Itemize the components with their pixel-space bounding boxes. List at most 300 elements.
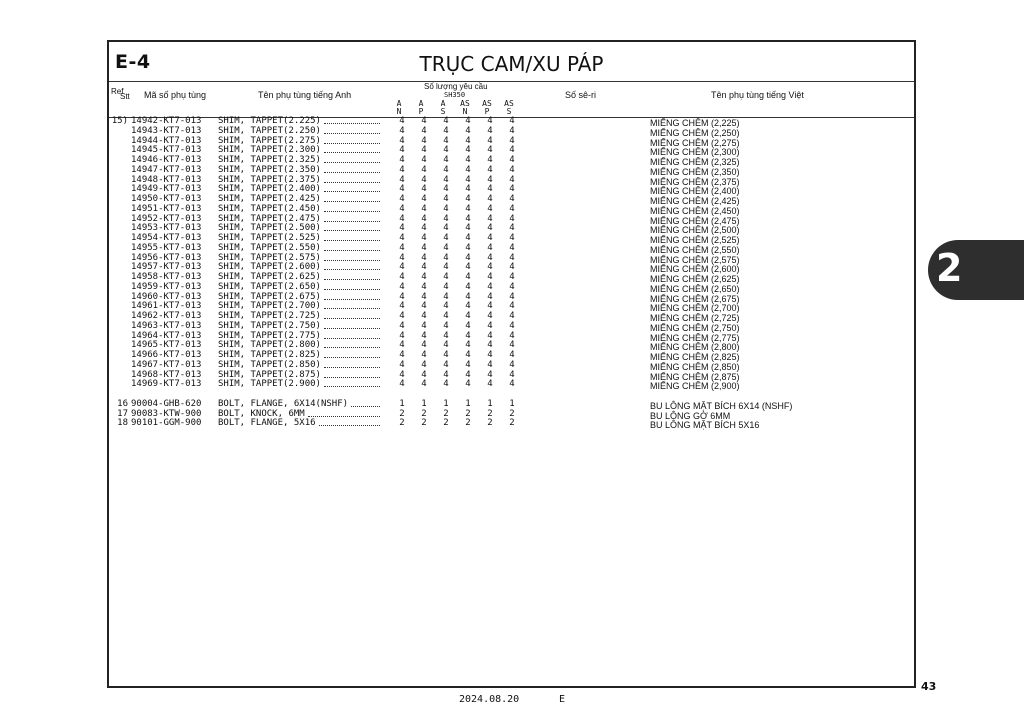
quantity: 4 (487, 369, 493, 380)
quantity: 4 (399, 116, 405, 126)
quantity: 4 (465, 272, 471, 282)
part-number: 14956-KT7-013 (131, 252, 202, 263)
leader-dots (308, 416, 380, 417)
footer-edition: E (559, 694, 566, 705)
quantity: 4 (399, 262, 405, 273)
quantity: 4 (421, 330, 427, 341)
quantity: 4 (399, 320, 405, 331)
table-row (108, 419, 528, 429)
quantity: 4 (465, 233, 471, 243)
leader-dots (319, 425, 380, 426)
quantity: 4 (465, 135, 471, 146)
qty-type-top: A (418, 99, 424, 108)
part-number: 14945-KT7-013 (131, 145, 202, 156)
quantity: 4 (443, 281, 449, 292)
quantity: 4 (399, 213, 405, 224)
ref-number: 17 (117, 408, 128, 419)
quantity: 1 (465, 398, 471, 409)
part-name-vi: MIẾNG CHÊM (2,600) (650, 264, 740, 275)
part-name-en: SHIM, TAPPET(2.500) (218, 223, 321, 234)
quantity: 4 (509, 164, 515, 175)
quantity: 4 (509, 194, 515, 204)
leader-dots (324, 162, 380, 163)
part-name-en: SHIM, TAPPET(2.825) (218, 350, 321, 360)
quantity: 4 (399, 311, 405, 321)
quantity: 4 (399, 379, 405, 390)
col-name-vi: Tên phụ tùng tiếng Việt (711, 90, 804, 100)
part-name-vi: MIẾNG CHÊM (2,225) (650, 118, 740, 128)
page-number: 43 (921, 680, 937, 693)
part-name-en: SHIM, TAPPET(2.750) (218, 320, 321, 331)
quantity: 4 (399, 174, 405, 185)
quantity: 4 (509, 145, 515, 156)
quantity: 4 (443, 330, 449, 341)
part-number: 14965-KT7-013 (131, 340, 202, 351)
quantity: 4 (443, 272, 449, 282)
part-name-vi: MIẾNG CHÊM (2,375) (650, 176, 740, 187)
quantity: 4 (421, 379, 427, 390)
quantity: 4 (487, 291, 493, 302)
quantity: 2 (465, 408, 471, 419)
quantity: 4 (421, 184, 427, 195)
quantity: 4 (443, 359, 449, 370)
part-number: 14953-KT7-013 (131, 223, 202, 234)
part-number: 14954-KT7-013 (131, 233, 202, 243)
quantity: 4 (487, 164, 493, 175)
part-name-vi: MIẾNG CHÊM (2,775) (650, 332, 740, 343)
quantity: 2 (399, 408, 405, 419)
quantity: 4 (421, 252, 427, 263)
quantity: 4 (399, 125, 405, 136)
quantity: 4 (487, 194, 493, 204)
part-number: 14960-KT7-013 (131, 291, 202, 302)
quantity: 4 (443, 311, 449, 321)
part-number: 14950-KT7-013 (131, 194, 202, 204)
part-name-vi: MIẾNG CHÊM (2,675) (650, 293, 740, 304)
quantity: 2 (487, 408, 493, 419)
quantity: 4 (465, 340, 471, 351)
quantity: 4 (465, 213, 471, 224)
quantity: 4 (443, 301, 449, 312)
part-name-en: SHIM, TAPPET(2.700) (218, 301, 321, 312)
quantity: 4 (399, 272, 405, 282)
ref-number: 16 (117, 398, 128, 409)
part-name-en: SHIM, TAPPET(2.225) (218, 116, 321, 126)
col-qty-type (481, 100, 493, 116)
quantity: 4 (487, 272, 493, 282)
part-name-vi: BU LÔNG MẶT BÍCH 6X14 (NSHF) (650, 400, 793, 411)
part-name-en: SHIM, TAPPET(2.575) (218, 252, 321, 263)
quantity: 4 (509, 291, 515, 302)
quantity: 4 (509, 125, 515, 136)
quantity: 4 (509, 252, 515, 263)
quantity: 4 (465, 174, 471, 185)
quantity: 4 (465, 359, 471, 370)
part-name-vi: MIẾNG CHÊM (2,325) (650, 157, 740, 167)
quantity: 4 (509, 301, 515, 312)
quantity: 4 (443, 184, 449, 195)
quantity: 4 (421, 301, 427, 312)
quantity: 4 (443, 291, 449, 302)
parts-list-vi (650, 117, 910, 429)
quantity: 4 (399, 281, 405, 292)
leader-dots (351, 406, 380, 407)
quantity: 4 (421, 350, 427, 360)
quantity: 4 (487, 311, 493, 321)
part-name-en: SHIM, TAPPET(2.625) (218, 272, 321, 282)
leader-dots (324, 182, 380, 183)
quantity: 4 (399, 330, 405, 341)
leader-dots (324, 211, 380, 212)
part-number: 14963-KT7-013 (131, 320, 202, 331)
ref-number: 15) (111, 116, 128, 126)
quantity: 4 (443, 125, 449, 136)
part-number: 14955-KT7-013 (131, 242, 202, 253)
quantity: 2 (421, 418, 427, 429)
part-name-vi: MIẾNG CHÊM (2,725) (650, 313, 740, 323)
qty-type-top: AS (482, 99, 492, 108)
part-name-vi: MIẾNG CHÊM (2,300) (650, 147, 740, 158)
part-number: 14958-KT7-013 (131, 272, 202, 282)
leader-dots (324, 172, 380, 173)
leader-dots (324, 123, 380, 124)
part-name-vi: MIẾNG CHÊM (2,500) (650, 225, 740, 236)
quantity: 4 (465, 281, 471, 292)
quantity: 4 (421, 145, 427, 156)
quantity: 4 (421, 242, 427, 253)
col-qty-type (437, 100, 449, 116)
quantity: 4 (487, 340, 493, 351)
quantity: 4 (487, 233, 493, 243)
quantity: 4 (487, 145, 493, 156)
part-number: 14943-KT7-013 (131, 125, 202, 136)
part-number: 14947-KT7-013 (131, 164, 202, 175)
quantity: 4 (487, 350, 493, 360)
part-name-vi: MIẾNG CHÊM (2,575) (650, 254, 740, 265)
section-tab-number: 2 (936, 246, 963, 290)
quantity: 4 (399, 135, 405, 146)
part-number: 14944-KT7-013 (131, 135, 202, 146)
quantity: 4 (421, 194, 427, 204)
part-name-en: SHIM, TAPPET(2.375) (218, 174, 321, 185)
part-name-en: SHIM, TAPPET(2.525) (218, 233, 321, 243)
quantity: 4 (443, 233, 449, 243)
leader-dots (324, 289, 380, 290)
quantity: 4 (421, 233, 427, 243)
col-part-no: Mã số phụ tùng (144, 90, 207, 100)
part-name-vi (650, 390, 910, 400)
quantity: 4 (399, 252, 405, 263)
qty-type-bottom: S (506, 107, 512, 116)
part-name-en: SHIM, TAPPET(2.650) (218, 281, 321, 292)
part-number: 14964-KT7-013 (131, 330, 202, 341)
quantity: 4 (399, 164, 405, 175)
quantity: 4 (443, 213, 449, 224)
quantity: 4 (399, 291, 405, 302)
footer-date: 2024.08.20 (459, 694, 520, 705)
page-title: TRỤC CAM/XU PÁP (419, 52, 604, 76)
part-name-en: SHIM, TAPPET(2.325) (218, 155, 321, 165)
leader-dots (324, 143, 380, 144)
parts-list-en (108, 117, 528, 429)
part-name-en: SHIM, TAPPET(2.275) (218, 135, 321, 146)
quantity: 4 (487, 116, 493, 126)
part-number: 14959-KT7-013 (131, 281, 202, 292)
quantity: 4 (509, 272, 515, 282)
quantity: 4 (421, 359, 427, 370)
quantity: 4 (465, 252, 471, 263)
quantity: 1 (509, 398, 515, 409)
part-name-en: BOLT, KNOCK, 6MM (218, 408, 305, 419)
quantity: 4 (399, 340, 405, 351)
part-number: 14962-KT7-013 (131, 311, 202, 321)
section-code: E-4 (115, 51, 151, 73)
leader-dots (324, 377, 380, 378)
quantity: 2 (509, 408, 515, 419)
part-name-vi: MIẾNG CHÊM (2,850) (650, 361, 740, 372)
qty-type-bottom: N (462, 107, 468, 116)
quantity: 4 (465, 350, 471, 360)
quantity: 4 (465, 155, 471, 165)
leader-dots (324, 347, 380, 348)
quantity: 4 (509, 311, 515, 321)
quantity: 4 (421, 320, 427, 331)
part-name-vi: BU LÔNG MẶT BÍCH 5X16 (650, 420, 760, 431)
part-number: 14951-KT7-013 (131, 203, 202, 214)
quantity: 4 (443, 164, 449, 175)
part-number: 14957-KT7-013 (131, 262, 202, 273)
part-name-vi: MIẾNG CHÊM (2,550) (650, 244, 740, 255)
quantity: 4 (465, 242, 471, 253)
quantity: 4 (509, 155, 515, 165)
leader-dots (324, 221, 380, 222)
quantity: 4 (421, 281, 427, 292)
qty-type-top: A (396, 99, 402, 108)
qty-type-top: AS (460, 99, 470, 108)
quantity: 4 (509, 320, 515, 331)
col-qty-type (415, 100, 427, 116)
quantity: 4 (509, 330, 515, 341)
part-number: 14949-KT7-013 (131, 184, 202, 195)
quantity: 4 (443, 262, 449, 273)
quantity: 2 (421, 408, 427, 419)
leader-dots (324, 250, 380, 251)
quantity: 4 (443, 252, 449, 263)
quantity: 4 (421, 262, 427, 273)
quantity: 2 (443, 418, 449, 429)
leader-dots (324, 328, 380, 329)
part-name-en: SHIM, TAPPET(2.675) (218, 291, 321, 302)
quantity: 4 (465, 379, 471, 390)
leader-dots (324, 279, 380, 280)
col-qty-type (503, 100, 515, 116)
quantity: 4 (421, 125, 427, 136)
leader-dots (324, 357, 380, 358)
quantity: 4 (509, 233, 515, 243)
part-number: 14969-KT7-013 (131, 379, 202, 390)
qty-type-bottom: N (396, 107, 402, 116)
quantity: 4 (399, 155, 405, 165)
part-name-vi: MIẾNG CHÊM (2,650) (650, 283, 740, 294)
quantity: 4 (465, 311, 471, 321)
leader-dots (324, 299, 380, 300)
quantity: 4 (465, 116, 471, 126)
quantity: 4 (399, 233, 405, 243)
part-number: 14942-KT7-013 (131, 116, 202, 126)
part-number: 14948-KT7-013 (131, 174, 202, 185)
part-name-vi: MIẾNG CHÊM (2,400) (650, 186, 740, 197)
leader-dots (324, 318, 380, 319)
quantity: 4 (421, 164, 427, 175)
leader-dots (324, 201, 380, 202)
quantity: 4 (443, 242, 449, 253)
quantity: 4 (443, 145, 449, 156)
quantity: 4 (443, 223, 449, 234)
part-number: 14961-KT7-013 (131, 301, 202, 312)
quantity: 4 (509, 359, 515, 370)
col-model: SH350 (444, 91, 466, 99)
part-name-en: BOLT, FLANGE, 5X16 (218, 418, 316, 429)
quantity: 1 (487, 398, 493, 409)
part-name-en: SHIM, TAPPET(2.725) (218, 311, 321, 321)
leader-dots (324, 191, 380, 192)
quantity: 4 (399, 184, 405, 195)
quantity: 4 (465, 125, 471, 136)
quantity: 4 (509, 116, 515, 126)
quantity: 4 (465, 145, 471, 156)
quantity: 4 (487, 174, 493, 185)
quantity: 4 (465, 330, 471, 341)
col-qty-group: Số lượng yêu cầu (424, 82, 488, 91)
part-name-vi: MIẾNG CHÊM (2,475) (650, 215, 740, 226)
part-name-en: SHIM, TAPPET(2.800) (218, 340, 321, 351)
quantity: 4 (443, 320, 449, 331)
leader-dots (324, 338, 380, 339)
quantity: 4 (465, 184, 471, 195)
table-row (108, 380, 528, 390)
quantity: 4 (509, 242, 515, 253)
quantity: 4 (443, 340, 449, 351)
quantity: 4 (487, 359, 493, 370)
quantity: 4 (487, 281, 493, 292)
quantity: 4 (487, 301, 493, 312)
quantity: 4 (465, 369, 471, 380)
quantity: 4 (399, 359, 405, 370)
part-name-en: SHIM, TAPPET(2.900) (218, 379, 321, 390)
quantity: 4 (399, 301, 405, 312)
part-number: 90004-GHB-620 (131, 398, 202, 409)
leader-dots (324, 367, 380, 368)
quantity: 4 (399, 203, 405, 214)
part-name-vi: BU LÔNG GỜ 6MM (650, 410, 731, 421)
leader-dots (324, 386, 380, 387)
part-name-en: SHIM, TAPPET(2.775) (218, 330, 321, 341)
quantity: 4 (465, 203, 471, 214)
col-name-en: Tên phụ tùng tiếng Anh (258, 90, 352, 100)
qty-type-bottom: P (418, 107, 424, 116)
leader-dots (324, 308, 380, 309)
leader-dots (324, 152, 380, 153)
quantity: 4 (421, 369, 427, 380)
part-name-vi: MIẾNG CHÊM (2,900) (650, 381, 740, 392)
part-name-en: SHIM, TAPPET(2.400) (218, 184, 321, 195)
quantity: 4 (443, 203, 449, 214)
quantity: 4 (421, 311, 427, 321)
quantity: 4 (465, 164, 471, 175)
col-qty-type (459, 100, 471, 116)
quantity: 4 (509, 369, 515, 380)
part-name-vi: MIẾNG CHÊM (2,750) (650, 322, 740, 333)
part-number: 14952-KT7-013 (131, 213, 202, 224)
col-ref-top: Ref (111, 87, 124, 96)
quantity: 4 (421, 291, 427, 302)
part-name-vi: MIẾNG CHÊM (2,700) (650, 303, 740, 314)
quantity: 4 (443, 155, 449, 165)
quantity: 4 (509, 184, 515, 195)
part-name-vi: MIẾNG CHÊM (2,275) (650, 137, 740, 148)
quantity: 4 (487, 252, 493, 263)
quantity: 4 (465, 320, 471, 331)
quantity: 4 (465, 262, 471, 273)
qty-type-top: A (440, 99, 446, 108)
part-number: 14946-KT7-013 (131, 155, 202, 165)
quantity: 4 (487, 155, 493, 165)
part-name-vi: MIẾNG CHÊM (2,425) (650, 196, 740, 206)
quantity: 4 (509, 340, 515, 351)
part-name-en: BOLT, FLANGE, 6X14(NSHF) (218, 398, 349, 409)
quantity: 4 (421, 272, 427, 282)
quantity: 4 (443, 116, 449, 126)
part-name-en: SHIM, TAPPET(2.875) (218, 369, 321, 380)
part-name-vi: MIẾNG CHÊM (2,800) (650, 342, 740, 353)
part-number: 14967-KT7-013 (131, 359, 202, 370)
quantity: 4 (487, 184, 493, 195)
quantity: 4 (487, 135, 493, 146)
part-name-vi: MIẾNG CHÊM (2,625) (650, 274, 740, 284)
quantity: 2 (443, 408, 449, 419)
quantity: 2 (509, 418, 515, 429)
part-name-vi: MIẾNG CHÊM (2,350) (650, 166, 740, 177)
quantity: 4 (399, 223, 405, 234)
quantity: 4 (465, 194, 471, 204)
quantity: 4 (509, 350, 515, 360)
ref-number: 18 (117, 418, 128, 429)
quantity: 4 (399, 194, 405, 204)
part-name-en: SHIM, TAPPET(2.425) (218, 194, 321, 204)
quantity: 4 (421, 203, 427, 214)
quantity: 4 (509, 174, 515, 185)
part-name-vi: MIẾNG CHÊM (2,450) (650, 205, 740, 216)
quantity: 4 (487, 203, 493, 214)
leader-dots (324, 133, 380, 134)
quantity: 4 (443, 194, 449, 204)
quantity: 2 (465, 418, 471, 429)
part-name-en: SHIM, TAPPET(2.850) (218, 359, 321, 370)
part-name-vi: MIẾNG CHÊM (2,825) (650, 352, 740, 362)
quantity: 2 (399, 418, 405, 429)
part-number: 14968-KT7-013 (131, 369, 202, 380)
quantity: 4 (421, 213, 427, 224)
part-name-en: SHIM, TAPPET(2.600) (218, 262, 321, 273)
quantity: 1 (399, 398, 405, 409)
quantity: 4 (487, 213, 493, 224)
quantity: 4 (443, 379, 449, 390)
quantity: 4 (399, 369, 405, 380)
quantity: 4 (421, 135, 427, 146)
leader-dots (324, 230, 380, 231)
leader-dots (324, 269, 380, 270)
section-tab (928, 240, 1024, 300)
